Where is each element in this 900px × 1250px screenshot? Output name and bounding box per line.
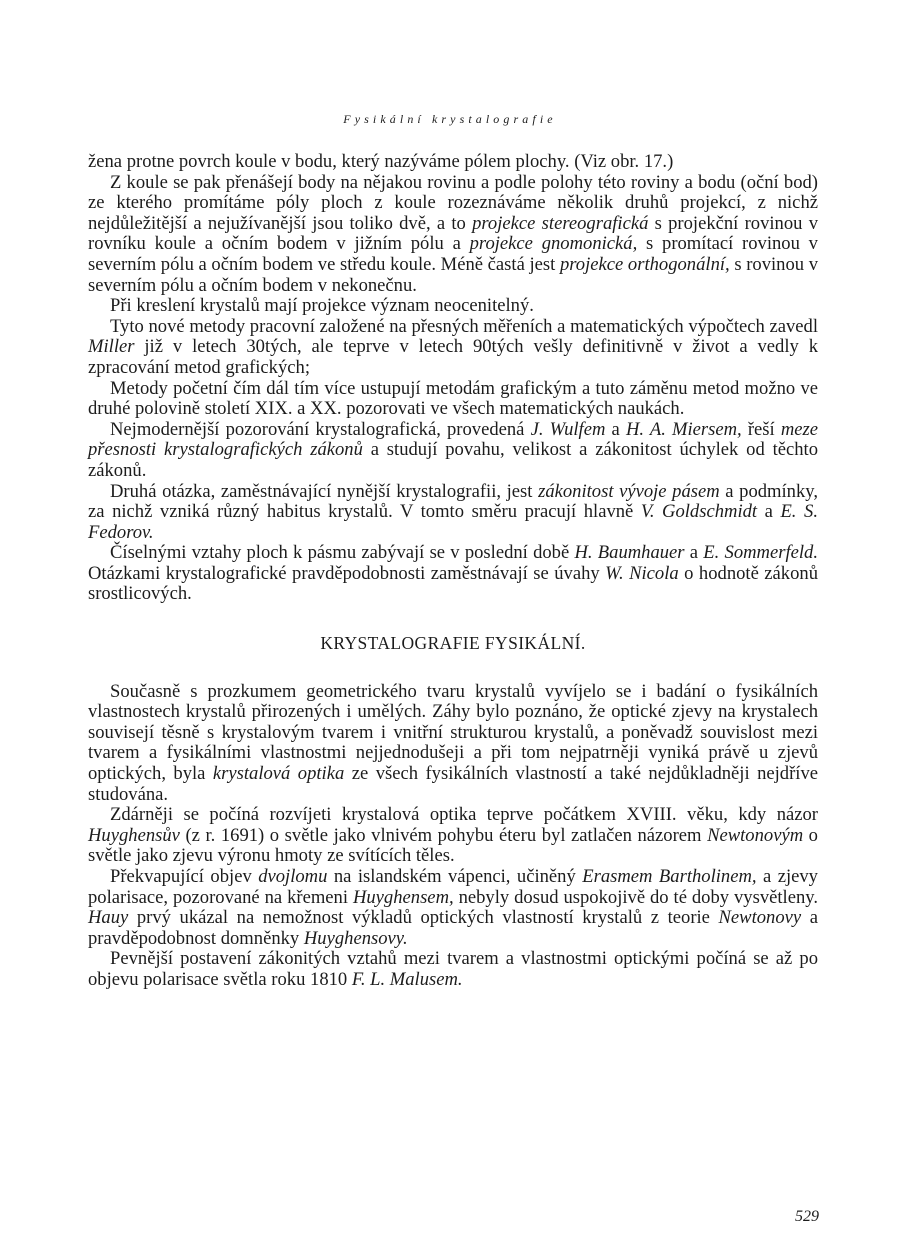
text-run: Tyto nové metody pracovní založené na přesných měřeních a matematických výpočtech zavedl [110,315,818,337]
text-run: ze všech fysikálních vlastností a také nejdůkladněji nejdříve studována. [88,763,818,805]
text-run: s rovinou v severním pólu a očním bodem v nekonečnu. [88,253,819,296]
text-run: Zdárněji se počíná rozvíjeti krystalová optika teprve počátkem XVIII. věku, kdy názor [110,804,818,826]
text-run: a zjevy polarisace, pozorované na křemeni [88,866,818,908]
italic-text: krystalová optika [212,763,345,785]
paragraph [88,317,818,379]
italic-text: J. Wulfem [530,418,606,440]
text-run: již v letech 30tých, ale teprve v letech 90tých vešly definitivně v život a vedly k zpracování metod grafických; [88,336,818,378]
italic-text: Newtonovým [707,824,804,846]
italic-text: projekce orthogonální, [559,253,730,275]
italic-text: projekce gnomonická, [469,233,638,255]
italic-text: Hauy [88,907,129,929]
italic-text: Huyghensem, [352,886,454,908]
italic-text: Miller [88,336,135,358]
italic-text: Newtonovy [718,907,802,929]
text-run: Druhá otázka, zaměstnávající nynější krystalografii, jest [110,480,539,502]
italic-text: meze přesnosti krystalografických zákonů [88,418,819,461]
paragraphs-top [88,152,818,605]
text-run: na islandském vápenci, učiněný [327,866,583,887]
italic-text: W. Nicola [605,562,679,584]
text-run: Číselnými vztahy ploch k pásmu zabývají se v poslední době [110,542,575,564]
text-run: Nejmodernější pozorování krystalografická, provedená [110,418,531,440]
italic-text: H. Baumhauer [574,542,685,564]
text-run: Z koule se pak přenášejí body na nějakou rovinu a podle polohy této roviny a bodu (oční bod) ze kterého promítáme póly ploch z koule rozeznáváme několik druhů projekcí, z nichž nejdůležitější a nejužívanější jsou toliko dvě, a to [88,171,818,234]
paragraphs-bottom [88,682,818,991]
text-run: nebyly dosud uspokojivě do té doby vysvětleny. [453,886,818,908]
italic-text: E. Sommerfeld. [703,542,818,564]
italic-text: Erasmem Bartholinem, [582,866,757,887]
italic-text: F. L. Malusem. [351,968,463,990]
text-run: a [757,501,781,523]
text-run: Při kreslení krystalů mají projekce význam neocenitelný. [110,295,534,317]
paragraph [88,173,818,297]
text-run: a [684,542,704,564]
text-run: Pevnější postavení zákonitých vztahů mezi tvarem a vlastnostmi optickými počíná se až po objevu polarisace světla roku 1810 [88,948,818,990]
paragraph [88,543,818,605]
text-run: a podmínky, za nichž vzniká různý habitus krystalů. V tomto směru pracují hlavně [88,480,818,523]
paragraph [88,152,818,173]
text-run: o hodnotě zákonů srostlicových. [88,562,818,605]
italic-text: V. Goldschmidt [640,501,758,523]
text-run: Metody početní čím dál tím více ustupují metodám grafickým a tuto záměnu metod možno ve druhé polovině století XIX. a XX. pozorovati ve všech matematických naukách. [88,377,818,420]
paragraph [88,805,818,867]
page-body [88,152,818,991]
text-run: s projekční rovinou v rovníku koule a očním bodem v jižním pólu a [88,212,818,255]
text-run: s promítací rovinou v severním pólu a očním bodem ve středu koule. Méně častá jest [88,233,818,275]
italic-text: Huyghensovy. [303,927,408,949]
paragraph [88,420,818,482]
paragraph [88,867,818,949]
text-run: prvý ukázal na nemožnost výkladů optických vlastností krystalů z teorie [128,907,719,929]
italic-text: Huyghensův [88,824,180,846]
italic-text: projekce stereografická [472,212,649,234]
text-run: a [605,418,626,440]
italic-text: zákonitost vývoje pásem [538,480,720,502]
running-header: Fysikální krystalografie [343,112,557,126]
section-title: KRYSTALOGRAFIE FYSIKÁLNÍ. [320,633,586,654]
text-run: Otázkami krystalografické pravděpodobnosti zaměstnávají se úvahy [88,562,606,584]
italic-text: H. A. Miersem, [625,418,742,440]
page-number: 529 [795,1208,819,1225]
text-run: řeší [741,418,781,440]
text-run: žena protne povrch koule v bodu, který nazýváme pólem plochy. (Viz obr. 17.) [88,151,674,172]
text-run: Překvapující objev [110,866,259,887]
paragraph [88,379,818,420]
text-run: a studují povahu, velikost a zákonitost úchylek od těchto zákonů. [88,439,819,481]
text-run: Současně s prozkumem geometrického tvaru krystalů vyvíjelo se i badání o fysikálních vlastnostech krystalů přirozených i umělých. Záhy bylo poznáno, že optické zjevy na krystalech souvisejí těsně s krystalovým tvarem i vnitřní strukturou krystalů, a poněvadž souvislost mezi tvarem a fysikálními vlastnostmi nejjednodušeji a při tom nejpatrněji vyniká právě u zjevů optických, byla [88,680,818,785]
paragraph [88,949,818,990]
text-run: (z r. 1691) o světle jako vlnivém pohybu éteru byl zatlačen názorem [179,824,708,846]
italic-text: dvojlomu [258,866,328,887]
paragraph [88,682,818,806]
paragraph [88,296,818,317]
text-run: o světle jako zjevu výronu hmoty ze svítících těles. [88,824,818,867]
text-run: a pravděpodobnost domněnky [88,907,819,949]
italic-text: E. S. Fedorov. [88,501,818,543]
paragraph [88,482,818,544]
